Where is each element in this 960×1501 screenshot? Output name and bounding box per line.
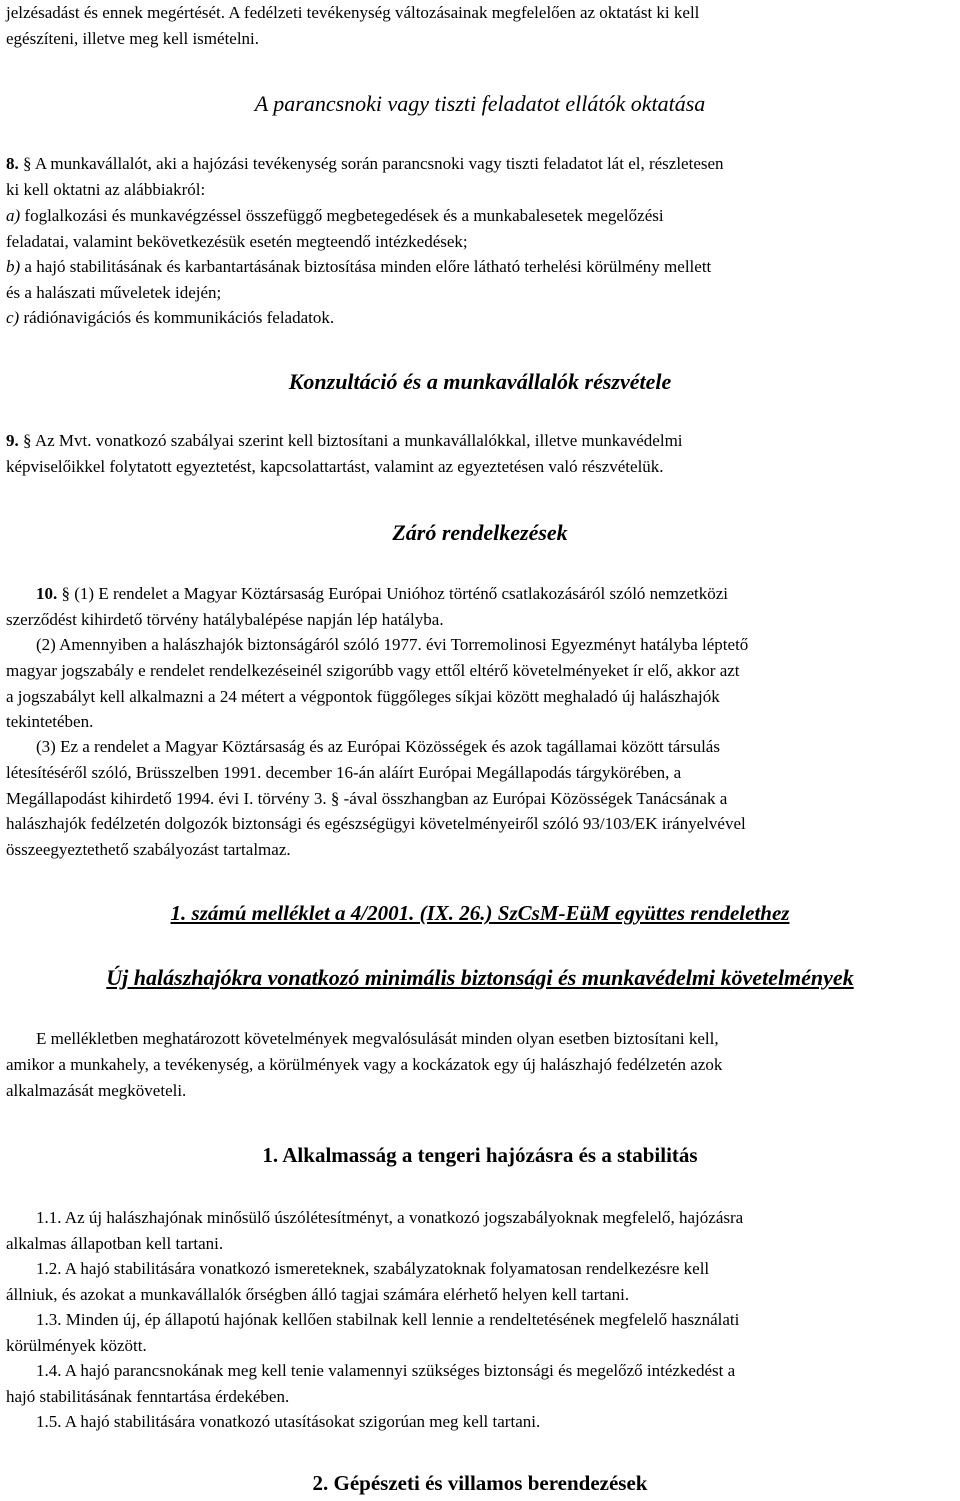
section-heading: Záró rendelkezések <box>392 520 568 545</box>
list-item-c <box>6 309 334 326</box>
text-line: (3) Ez a rendelet a Magyar Köztársaság és az Európai Közösségek és azok tagállamai között társulás <box>36 737 720 756</box>
section-sign: § <box>61 584 70 603</box>
text-line: 1.2. A hajó stabilitására vonatkozó ismereteknek, szabályzatoknak folyamatosan rendelkezésre kell <box>36 1259 710 1278</box>
paragraph-8-first-line <box>6 155 724 172</box>
text-line: egészíteni, illetve meg kell ismételni. <box>6 29 260 48</box>
section-sign: § <box>330 789 340 808</box>
section-sign: § <box>23 154 32 173</box>
section-heading: Konzultáció és a munkavállalók részvétele <box>288 369 672 394</box>
text-segment: -ával összhangban az Európai Közösségek Tanácsának a <box>343 789 728 808</box>
chapter-heading: 1. Alkalmasság a tengeri hajózásra és a stabilitás <box>262 1143 698 1167</box>
text-line: a hajó stabilitásának és karbantartásának biztosítása minden előre látható terhelési körülmény mellett <box>24 257 712 276</box>
list-marker: c) <box>6 308 20 327</box>
text-line: 1.4. A hajó parancsnokának meg kell tenie valamennyi szükséges biztonsági és megelőző intézkedést a <box>36 1361 736 1380</box>
text-line: amikor a munkahely, a tevékenység, a körülmények vagy a kockázatok egy új halászhajó fedélzetén azok <box>6 1055 723 1074</box>
text-line: a jogszabályt kell alkalmazni a 24 métert a végpontok függőleges síkjai között meghaladó új halászhajók <box>6 687 720 706</box>
paragraph-10-first-line <box>36 585 728 602</box>
paragraph-9-first-line <box>6 432 683 449</box>
text-line: állniuk, és azokat a munkavállalók őrségben álló tagjai számára elérhető helyen kell tartani. <box>6 1285 630 1304</box>
paragraph-number: 10. <box>36 584 58 603</box>
list-marker: a) <box>6 206 21 225</box>
text-line: körülmények között. <box>6 1336 147 1355</box>
text-line: (2) Amennyiben a halászhajók biztonságáról szóló 1977. évi Torremolinosi Egyezményt hatályba léptető <box>36 635 749 654</box>
text-line: ki kell oktatni az alábbiakról: <box>6 180 206 199</box>
text-line: E mellékletben meghatározott követelmények megvalósulását minden olyan esetben biztosítani kell, <box>36 1029 719 1048</box>
text-line: összeegyeztethető szabályozást tartalmaz. <box>6 840 291 859</box>
text-line: (1) E rendelet a Magyar Köztársaság Európai Unióhoz történő csatlakozásáról szóló nemzetközi <box>74 584 729 603</box>
section-sign: § <box>23 431 32 450</box>
text-line: magyar jogszabály e rendelet rendelkezéseinél szigorúbb vagy ettől eltérő követelményeket ír elő, akkor azt <box>6 661 740 680</box>
list-marker: b) <box>6 257 21 276</box>
text-line: 1.5. A hajó stabilitására vonatkozó utasításokat szigorúan meg kell tartani. <box>36 1412 541 1431</box>
text-line: 1.3. Minden új, ép állapotú hajónak kellően stabilnak kell lennie a rendeltetésének megfelelő használati <box>36 1310 740 1329</box>
text-line: feladatai, valamint bekövetkezésük esetén megteendő intézkedések; <box>6 232 468 251</box>
text-line: létesítéséről szóló, Brüsszelben 1991. december 16-án aláírt Európai Megállapodás tárgykörében, a <box>6 763 682 782</box>
text-line <box>6 790 727 807</box>
text-line: hajó stabilitásának fenntartása érdekében. <box>6 1387 290 1406</box>
section-heading: A parancsnoki vagy tiszti feladatot ellátók oktatása <box>254 91 706 116</box>
list-item-b <box>6 258 711 275</box>
text-line: alkalmazását megköveteli. <box>6 1081 187 1100</box>
text-segment: Megállapodást kihirdető 1994. évi I. törvény 3. <box>6 789 327 808</box>
list-item-a <box>6 207 664 224</box>
text-line: és a halászati műveletek idején; <box>6 283 222 302</box>
text-line: foglalkozási és munkavégzéssel összefüggő megbetegedések és a munkabalesetek megelőzési <box>24 206 664 225</box>
text-line: rádiónavigációs és kommunikációs feladatok. <box>23 308 335 327</box>
text-line: Az Mvt. vonatkozó szabályai szerint kell biztosítani a munkavállalókkal, illetve munkavédelmi <box>34 431 683 450</box>
text-line: jelzésadást és ennek megértését. A fedélzeti tevékenység változásainak megfelelően az oktatást ki kell <box>6 3 700 22</box>
text-line: alkalmas állapotban kell tartani. <box>6 1234 224 1253</box>
text-line: tekintetében. <box>6 712 94 731</box>
chapter-heading: 2. Gépészeti és villamos berendezések <box>312 1471 648 1495</box>
annex-subtitle: Új halászhajókra vonatkozó minimális biztonsági és munkavédelmi követelmények <box>106 965 854 990</box>
text-line: halászhajók fedélzetén dolgozók biztonsági és egészségügyi követelményeiről szóló 93/103/EK irányelvével <box>6 814 746 833</box>
text-line: 1.1. Az új halászhajónak minősülő úszólétesítményt, a vonatkozó jogszabályoknak megfelelő, hajózásra <box>36 1208 744 1227</box>
text-line: A munkavállalót, aki a hajózási tevékenység során parancsnoki vagy tiszti feladatot lát el, részletesen <box>34 154 724 173</box>
paragraph-number: 8. <box>6 154 19 173</box>
text-line: képviselőikkel folytatott egyeztetést, kapcsolattartást, valamint az egyeztetésen való részvételük. <box>6 457 664 476</box>
text-line: szerződést kihirdető törvény hatálybalépése napján lép hatályba. <box>6 610 444 629</box>
annex-title: 1. számú melléklet a 4/2001. (IX. 26.) SzCsM-EüM együttes rendelethez <box>170 901 790 925</box>
paragraph-number: 9. <box>6 431 19 450</box>
